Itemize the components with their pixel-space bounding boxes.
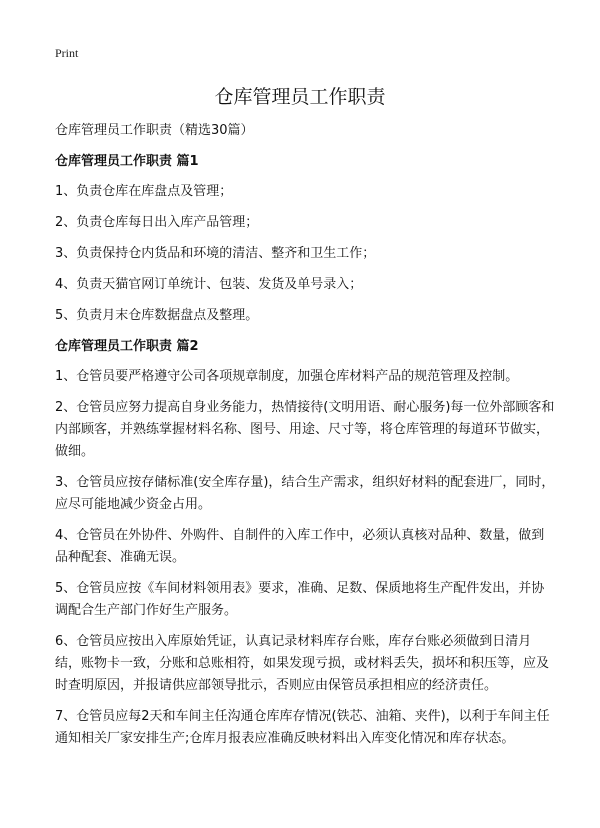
document-title: 仓库管理员工作职责 (214, 86, 386, 108)
list-item: 2、仓管员应努力提高自身业务能力，热情接待(文明用语、耐心服务)每一位外部顾客和内部顾客，并熟练掌握材料名称、图号、用途、尺寸等，将仓库管理的每道环节做实，做细。 (55, 400, 555, 459)
print-link[interactable]: Print (55, 46, 79, 60)
section-2 (55, 336, 555, 750)
list-item: 1、仓管员要严格遵守公司各项规章制度，加强仓库材料产品的规范管理及控制。 (55, 369, 519, 384)
list-item: 4、仓管员在外协件、外购件、自制件的入库工作中，必须认真核对品种、数量，做到品种配套、准确无误。 (55, 528, 545, 565)
list-item: 7、仓管员应每2天和车间主任沟通仓库库存情况(铁芯、油箱、夹件)，以利于车间主任通知相关厂家安排生产;仓库月报表应准确反映材料出入库变化情况和库存状态。 (55, 709, 550, 746)
section-heading: 仓库管理员工作职责 篇2 (55, 339, 199, 354)
section-heading: 仓库管理员工作职责 篇1 (55, 154, 199, 169)
list-item: 4、负责天猫官网订单统计、包装、发货及单号录入； (55, 277, 363, 292)
list-item: 5、仓管员应按《车间材料领用表》要求，准确、足数、保质地将生产配件发出，并协调配合生产部门作好生产服务。 (55, 581, 545, 618)
list-item: 1、负责仓库在库盘点及管理； (55, 184, 233, 199)
section-1 (55, 151, 555, 327)
list-item: 6、仓管员应按出入库原始凭证，认真记录材料库存台账，库存台账必须做到日清月结，账物卡一致，分账和总账相符，如果发现亏损，或材料丢失，损坏和积压等，应及时查明原因，并报请供应部领导批示，否则应由保管员承担相应的经济责任。 (55, 634, 550, 693)
list-item: 2、负责仓库每日出入库产品管理； (55, 215, 259, 230)
document-body (55, 120, 555, 759)
document-subtitle: 仓库管理员工作职责（精选30篇） (55, 123, 254, 138)
list-item: 3、负责保持仓内货品和环境的清洁、整齐和卫生工作； (55, 246, 376, 261)
list-item: 5、负责月末仓库数据盘点及整理。 (55, 308, 259, 323)
list-item: 3、仓管员应按存储标准(安全库存量)，结合生产需求，组织好材料的配套进厂，同时，应尽可能地减少资金占用。 (55, 475, 555, 512)
